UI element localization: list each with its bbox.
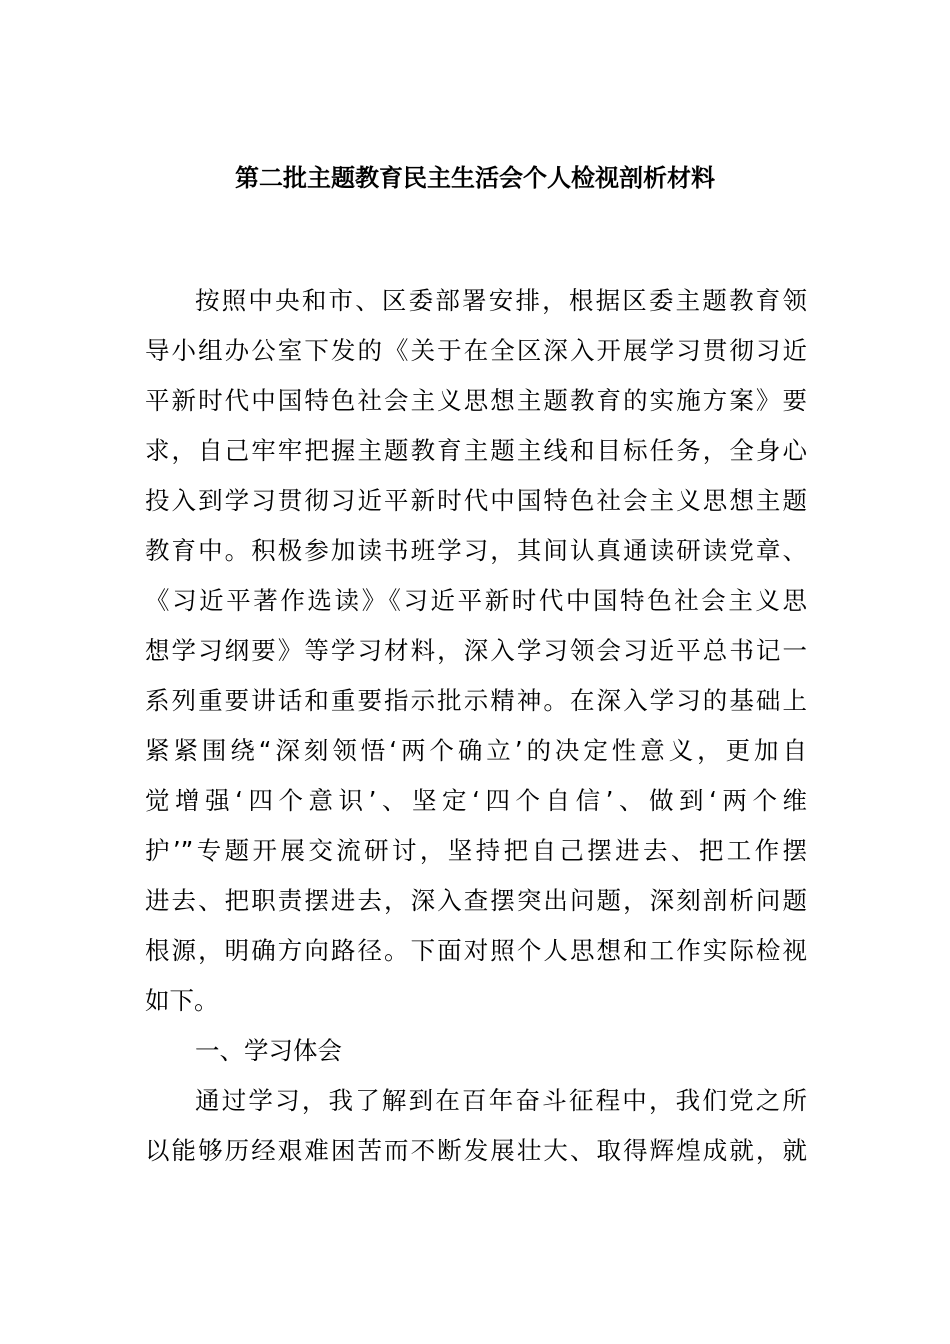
paragraph-line: 通过学习，我了解到在百年奋斗征程中，我们党之所 xyxy=(195,1086,807,1115)
paragraph-line: 教育中。积极参加读书班学习，其间认真通读研读党章、 xyxy=(145,536,807,565)
paragraph-line: 紧紧围绕“深刻领悟‘两个确立’的决定性意义，更加自 xyxy=(145,736,807,765)
paragraph-line: 以能够历经艰难困苦而不断发展壮大、取得辉煌成就，就 xyxy=(145,1136,807,1165)
paragraph-line: 系列重要讲话和重要指示批示精神。在深入学习的基础上 xyxy=(145,686,807,715)
paragraph-line: 导小组办公室下发的《关于在全区深入开展学习贯彻习近 xyxy=(145,336,807,365)
paragraph-line: 按照中央和市、区委部署安排，根据区委主题教育领 xyxy=(195,286,807,315)
paragraph-line: 根源，明确方向路径。下面对照个人思想和工作实际检视 xyxy=(145,936,807,965)
paragraph-line: 求，自己牢牢把握主题教育主题主线和目标任务，全身心 xyxy=(145,436,807,465)
paragraph-line: 进去、把职责摆进去，深入查摆突出问题，深刻剖析问题 xyxy=(145,886,807,915)
paragraph-line: 平新时代中国特色社会主义思想主题教育的实施方案》要 xyxy=(145,386,807,415)
paragraph-line: 想学习纲要》等学习材料，深入学习领会习近平总书记一 xyxy=(145,636,807,665)
section-heading: 一、学习体会 xyxy=(195,1036,342,1065)
document-title: 第二批主题教育民主生活会个人检视剖析材料 xyxy=(235,164,715,192)
document-body xyxy=(145,276,807,1176)
paragraph-line: 如下。 xyxy=(145,986,219,1015)
paragraph-line: 投入到学习贯彻习近平新时代中国特色社会主义思想主题 xyxy=(145,486,807,515)
paragraph-line: 《习近平著作选读》《习近平新时代中国特色社会主义思 xyxy=(145,586,807,615)
paragraph-line: 觉增强‘四个意识’、坚定‘四个自信’、做到‘两个维 xyxy=(145,786,807,815)
paragraph-line: 护’”专题开展交流研讨，坚持把自己摆进去、把工作摆 xyxy=(145,836,807,865)
